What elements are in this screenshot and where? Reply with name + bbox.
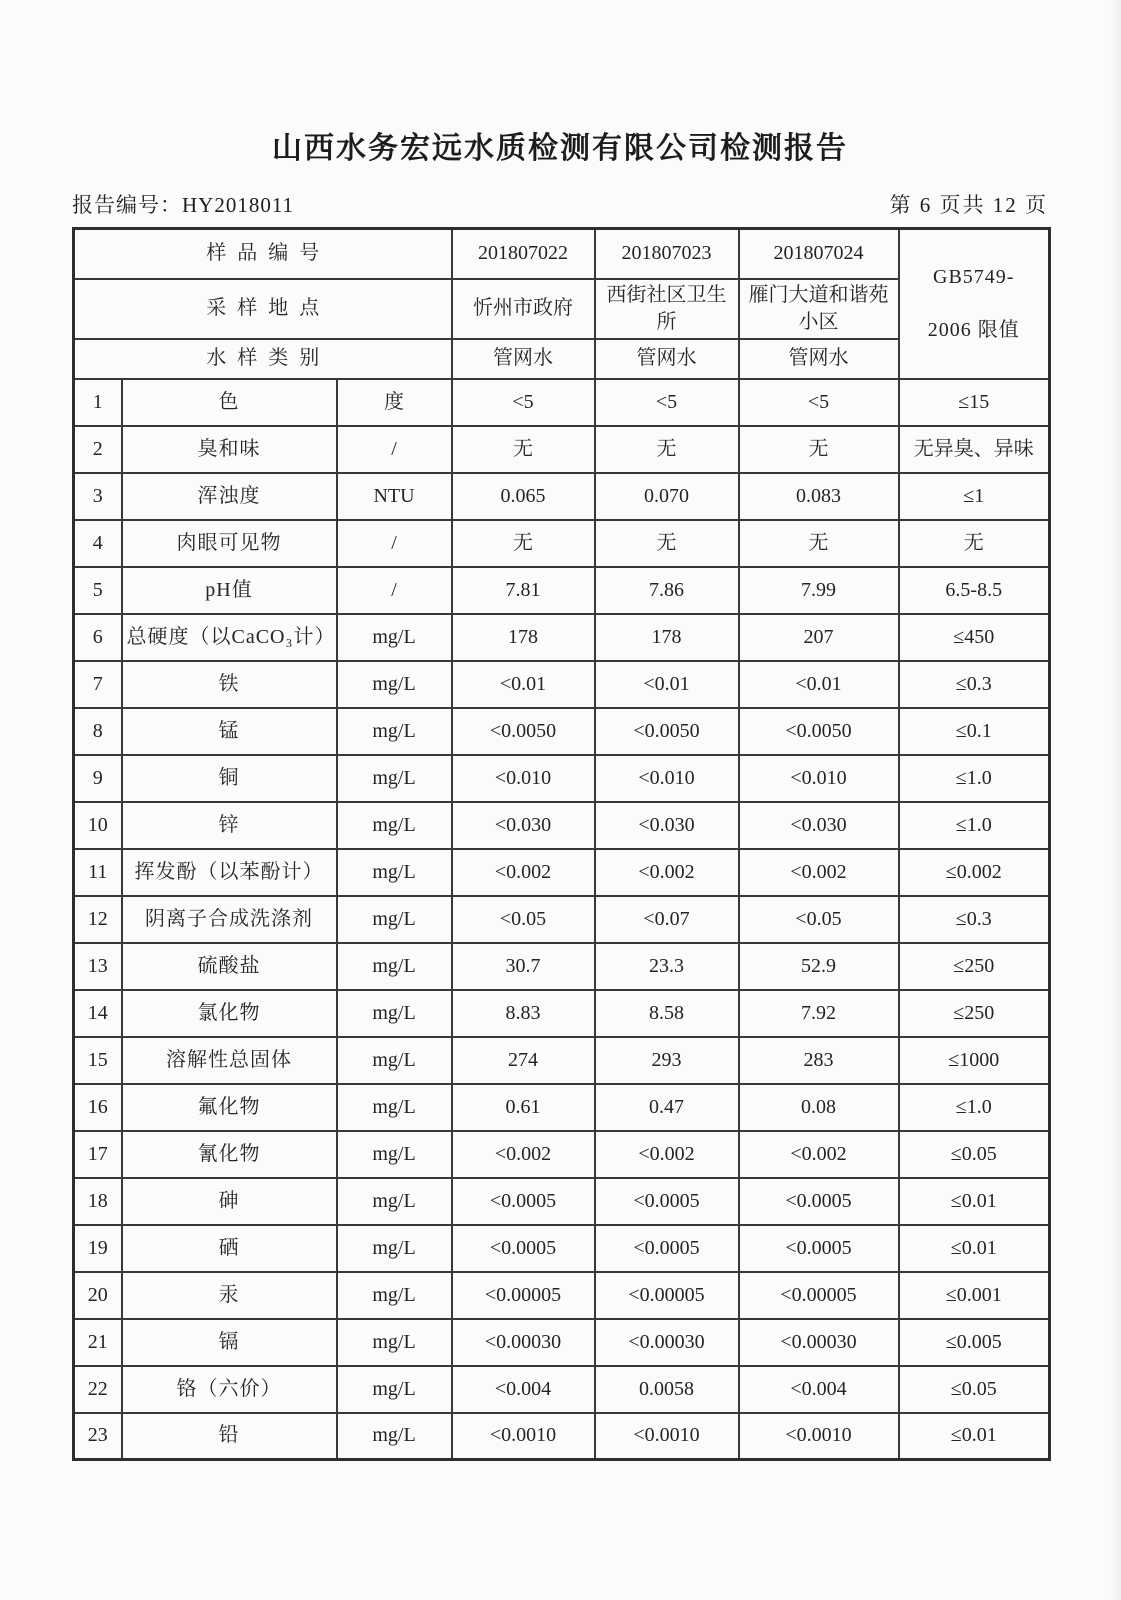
table-row [74,708,1050,755]
parameter-name-cell: 挥发酚（以苯酚计） [122,849,337,896]
parameter-name-cell: 总硬度（以CaCO₃计） [122,614,337,661]
parameter-name-cell: 砷 [122,1178,337,1225]
parameter-name-cell: 锌 [122,802,337,849]
report-number [72,190,294,220]
unit-cell: mg/L [337,1037,452,1084]
parameter-name-cell: 阴离子合成洗涤剂 [122,896,337,943]
unit-cell: mg/L [337,1319,452,1366]
sample1-value-cell: 178 [452,614,595,661]
limit-standard-header [899,229,1050,379]
unit-cell: NTU [337,473,452,520]
sample1-value-cell: <0.002 [452,849,595,896]
limit-value-cell: ≤1.0 [899,755,1050,802]
sample2-value-cell: <0.00030 [595,1319,739,1366]
limit-value-cell: ≤1.0 [899,802,1050,849]
sample1-value-cell: 无 [452,426,595,473]
limit-value-cell: ≤1 [899,473,1050,520]
sample3-value-cell: <5 [739,379,899,426]
unit-cell: mg/L [337,802,452,849]
sample2-value-cell: <0.030 [595,802,739,849]
unit-cell: mg/L [337,614,452,661]
limit-standard-line2: 2006 限值 [927,318,1020,341]
table-row [74,1037,1050,1084]
unit-cell: mg/L [337,755,452,802]
unit-cell: mg/L [337,849,452,896]
sample1-value-cell: <0.01 [452,661,595,708]
limit-value-cell: ≤0.05 [899,1131,1050,1178]
table-row [74,1084,1050,1131]
unit-cell: mg/L [337,1366,452,1413]
sample2-value-cell: 0.47 [595,1084,739,1131]
unit-cell: mg/L [337,1272,452,1319]
parameter-name-cell: 铬（六价） [122,1366,337,1413]
header-row-sample-no [74,229,1050,279]
sample3-value-cell: 0.083 [739,473,899,520]
sample3-value-cell: 无 [739,426,899,473]
row-number-cell: 11 [74,849,122,896]
table-row [74,1225,1050,1272]
unit-cell: mg/L [337,896,452,943]
parameter-name-cell: 臭和味 [122,426,337,473]
limit-value-cell: ≤0.3 [899,661,1050,708]
limit-value-cell: ≤0.05 [899,1366,1050,1413]
table-row [74,567,1050,614]
parameter-name-cell: pH值 [122,567,337,614]
sample3-value-cell: <0.05 [739,896,899,943]
sample2-value-cell: 293 [595,1037,739,1084]
row-number-cell: 14 [74,990,122,1037]
sample1-value-cell: <0.0050 [452,708,595,755]
limit-value-cell: ≤0.002 [899,849,1050,896]
table-row [74,896,1050,943]
sample1-value-cell: <5 [452,379,595,426]
row-number-cell: 8 [74,708,122,755]
location-2: 西街社区卫生所 [595,279,739,339]
parameter-name-cell: 铜 [122,755,337,802]
sample2-value-cell: <0.002 [595,849,739,896]
sample3-value-cell: <0.01 [739,661,899,708]
table-row [74,426,1050,473]
table-row [74,1413,1050,1460]
table-row [74,802,1050,849]
results-header [74,229,1050,379]
sample1-value-cell: <0.00005 [452,1272,595,1319]
sample3-value-cell: <0.030 [739,802,899,849]
sample-no-2: 201807023 [595,229,739,279]
unit-cell: mg/L [337,943,452,990]
table-row [74,755,1050,802]
unit-cell: mg/L [337,708,452,755]
sample2-value-cell: <0.00005 [595,1272,739,1319]
parameter-name-cell: 铁 [122,661,337,708]
row-number-cell: 6 [74,614,122,661]
row-number-cell: 22 [74,1366,122,1413]
row-number-cell: 17 [74,1131,122,1178]
row-number-cell: 12 [74,896,122,943]
parameter-name-cell: 硒 [122,1225,337,1272]
table-row [74,520,1050,567]
unit-cell: mg/L [337,661,452,708]
sample1-value-cell: 8.83 [452,990,595,1037]
meta-row [72,190,1048,220]
parameter-name-cell: 氟化物 [122,1084,337,1131]
row-number-cell: 16 [74,1084,122,1131]
sample1-value-cell: <0.00030 [452,1319,595,1366]
parameter-name-cell: 镉 [122,1319,337,1366]
row-number-cell: 4 [74,520,122,567]
row-number-cell: 3 [74,473,122,520]
sample1-value-cell: 无 [452,520,595,567]
sample1-value-cell: <0.0005 [452,1178,595,1225]
location-3: 雁门大道和谐苑小区 [739,279,899,339]
sample2-value-cell: 0.070 [595,473,739,520]
sample2-value-cell: 23.3 [595,943,739,990]
sample2-value-cell: <0.010 [595,755,739,802]
row-number-cell: 15 [74,1037,122,1084]
sample1-value-cell: <0.05 [452,896,595,943]
sample3-value-cell: 283 [739,1037,899,1084]
limit-value-cell: ≤0.01 [899,1413,1050,1460]
unit-cell: / [337,426,452,473]
sample3-value-cell: <0.0010 [739,1413,899,1460]
sample3-value-cell: <0.00030 [739,1319,899,1366]
unit-cell: / [337,567,452,614]
sample3-value-cell: 207 [739,614,899,661]
sample-type-2: 管网水 [595,339,739,379]
sample-no-1: 201807022 [452,229,595,279]
sample1-value-cell: <0.010 [452,755,595,802]
limit-standard-line1: GB5749- [933,265,1015,288]
limit-value-cell: ≤0.1 [899,708,1050,755]
location-1: 忻州市政府 [452,279,595,339]
table-row [74,473,1050,520]
limit-value-cell: 无异臭、异味 [899,426,1050,473]
table-row [74,661,1050,708]
row-number-cell: 10 [74,802,122,849]
sample2-value-cell: 无 [595,520,739,567]
parameter-name-cell: 溶解性总固体 [122,1037,337,1084]
parameter-name-cell: 肉眼可见物 [122,520,337,567]
page-title: 山西水务宏远水质检测有限公司检测报告 [272,132,848,165]
limit-value-cell: ≤1.0 [899,1084,1050,1131]
sample2-value-cell: 8.58 [595,990,739,1037]
table-row [74,614,1050,661]
sample2-value-cell: 无 [595,426,739,473]
page-indicator: 第 6 页共 12 页 [889,193,1048,217]
table-row [74,1319,1050,1366]
sample3-value-cell: <0.0050 [739,708,899,755]
report-number-label: 报告编号： [72,193,182,217]
limit-value-cell: ≤0.3 [899,896,1050,943]
table-row [74,943,1050,990]
sample-type-3: 管网水 [739,339,899,379]
limit-value-cell: ≤0.001 [899,1272,1050,1319]
table-row [74,1178,1050,1225]
row-number-cell: 19 [74,1225,122,1272]
limit-value-cell: ≤0.01 [899,1225,1050,1272]
row-number-cell: 5 [74,567,122,614]
location-label: 采样地点 [74,279,452,339]
sample1-value-cell: <0.0010 [452,1413,595,1460]
sample1-value-cell: 30.7 [452,943,595,990]
sample1-value-cell: <0.004 [452,1366,595,1413]
sample2-value-cell: <5 [595,379,739,426]
sample1-value-cell: <0.030 [452,802,595,849]
unit-cell: mg/L [337,990,452,1037]
sample3-value-cell: <0.004 [739,1366,899,1413]
table-row [74,990,1050,1037]
sample3-value-cell: <0.002 [739,849,899,896]
sample3-value-cell: <0.00005 [739,1272,899,1319]
row-number-cell: 20 [74,1272,122,1319]
limit-value-cell: ≤0.005 [899,1319,1050,1366]
limit-value-cell: ≤15 [899,379,1050,426]
sample1-value-cell: 0.065 [452,473,595,520]
parameter-name-cell: 硫酸盐 [122,943,337,990]
parameter-name-cell: 汞 [122,1272,337,1319]
parameter-name-cell: 浑浊度 [122,473,337,520]
sample3-value-cell: 52.9 [739,943,899,990]
sample2-value-cell: <0.01 [595,661,739,708]
sample-type-1: 管网水 [452,339,595,379]
sample3-value-cell: <0.0005 [739,1225,899,1272]
sample3-value-cell: 0.08 [739,1084,899,1131]
row-number-cell: 9 [74,755,122,802]
row-number-cell: 13 [74,943,122,990]
table-row [74,1131,1050,1178]
row-number-cell: 23 [74,1413,122,1460]
parameter-name-cell: 氰化物 [122,1131,337,1178]
unit-cell: mg/L [337,1084,452,1131]
parameter-name-cell: 氯化物 [122,990,337,1037]
sample2-value-cell: 7.86 [595,567,739,614]
sample2-value-cell: <0.0005 [595,1178,739,1225]
unit-cell: mg/L [337,1413,452,1460]
limit-value-cell: 无 [899,520,1050,567]
unit-cell: mg/L [337,1178,452,1225]
sample3-value-cell: 7.99 [739,567,899,614]
report-number-value: HY2018011 [182,193,295,217]
sample1-value-cell: <0.0005 [452,1225,595,1272]
sample2-value-cell: 178 [595,614,739,661]
row-number-cell: 1 [74,379,122,426]
sample1-value-cell: 0.61 [452,1084,595,1131]
unit-cell: mg/L [337,1131,452,1178]
parameter-name-cell: 铅 [122,1413,337,1460]
sample2-value-cell: <0.07 [595,896,739,943]
row-number-cell: 7 [74,661,122,708]
sample3-value-cell: 无 [739,520,899,567]
sample3-value-cell: <0.0005 [739,1178,899,1225]
table-row [74,1272,1050,1319]
unit-cell: / [337,520,452,567]
sample2-value-cell: <0.0010 [595,1413,739,1460]
sample1-value-cell: <0.002 [452,1131,595,1178]
sample2-value-cell: 0.0058 [595,1366,739,1413]
sample-type-label: 水样类别 [74,339,452,379]
sample1-value-cell: 7.81 [452,567,595,614]
sample1-value-cell: 274 [452,1037,595,1084]
limit-value-cell: ≤250 [899,990,1050,1037]
sample3-value-cell: 7.92 [739,990,899,1037]
row-number-cell: 18 [74,1178,122,1225]
sample2-value-cell: <0.0005 [595,1225,739,1272]
row-number-cell: 21 [74,1319,122,1366]
sample-no-label: 样品编号 [74,229,452,279]
sample3-value-cell: <0.010 [739,755,899,802]
results-table [72,227,1051,1461]
parameter-name-cell: 锰 [122,708,337,755]
table-row [74,849,1050,896]
table-row [74,1366,1050,1413]
limit-value-cell: ≤450 [899,614,1050,661]
sample3-value-cell: <0.002 [739,1131,899,1178]
limit-value-cell: ≤0.01 [899,1178,1050,1225]
row-number-cell: 2 [74,426,122,473]
results-tbody [74,379,1050,1460]
unit-cell: 度 [337,379,452,426]
parameter-name-cell: 色 [122,379,337,426]
sample-no-3: 201807024 [739,229,899,279]
sample2-value-cell: <0.0050 [595,708,739,755]
limit-value-cell: 6.5-8.5 [899,567,1050,614]
sample2-value-cell: <0.002 [595,1131,739,1178]
limit-value-cell: ≤250 [899,943,1050,990]
unit-cell: mg/L [337,1225,452,1272]
table-row [74,379,1050,426]
limit-value-cell: ≤1000 [899,1037,1050,1084]
